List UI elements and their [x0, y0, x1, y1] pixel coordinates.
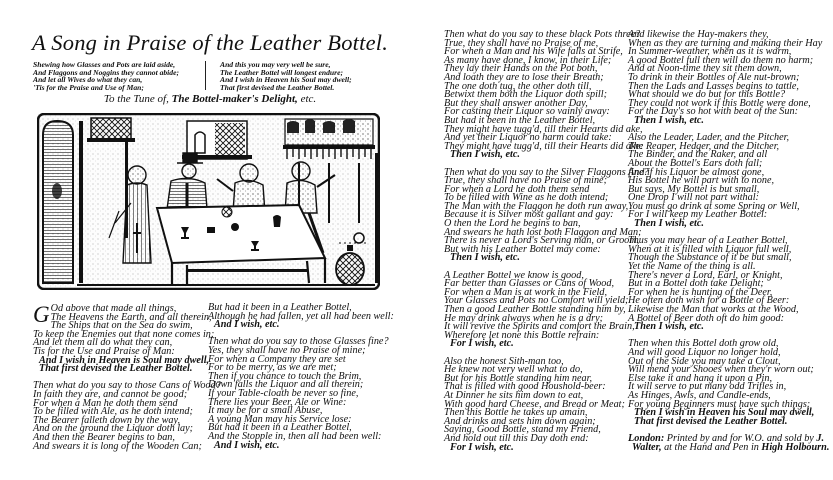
verse-line: Then a good Leather Bottle standing him by, — [444, 304, 626, 315]
preface-line: And Flaggons and Noggins they cannot abide; — [33, 67, 179, 77]
stanza — [444, 355, 649, 453]
verse-line: And let them all do what they can, — [33, 337, 173, 349]
tune-line — [0, 93, 420, 105]
verse-line: For casting their Liquor so vainly away: — [444, 106, 610, 118]
verse-line: For when a Man is at work in the Field, — [444, 286, 607, 298]
verse-line: Then the Lads and Lasses begins to tattle, — [628, 80, 799, 92]
stanza — [444, 31, 649, 160]
verse-line: When at it is filled with Liquor full well, — [628, 243, 792, 255]
verse-line: He often doth wish for a Bottle of Beer: — [628, 295, 790, 307]
verse-line: In faith they are, and cannot be good; — [33, 388, 188, 400]
verse-line: And the Stopple in, then all had been well: — [208, 430, 382, 442]
verse-line: You must go drink at some Spring or Well, — [628, 200, 800, 212]
refrain-line: And I wish, etc. — [214, 319, 280, 331]
tune-prefix: To the Tune of, — [103, 93, 172, 105]
stanza — [444, 269, 649, 350]
verse-line: Else take it and hang it upon a Pin, — [628, 372, 773, 384]
refrain-line: Then I wish, etc. — [634, 321, 704, 333]
verse-line: Then what do you say to these black Pots three? — [444, 29, 641, 40]
verse-line: The Reaper, Hedger, and the Ditcher, — [628, 140, 780, 152]
verse-column-4 — [628, 31, 829, 452]
verse-line: They could not work if this Bottle were done, — [628, 97, 811, 109]
refrain-line: Then I wish, etc. — [634, 218, 704, 230]
verse-line: It may be for a small Abuse, — [208, 405, 323, 417]
stanza — [208, 338, 394, 450]
verse-line: Although he had fallen, yet all had been well: — [208, 310, 394, 322]
verse-line: Thus you may hear of a Leather Bottel, — [628, 235, 788, 247]
preface-left — [33, 61, 179, 91]
colophon-text: at the Hand and Pen in — [661, 441, 762, 453]
verse-line: The one doth tug, the other doth till, — [444, 80, 592, 92]
verse-line: For to be merry, as we are met; — [208, 362, 337, 374]
verse-line: There is never a Lord's Serving man, or Groom, — [444, 235, 640, 247]
verse-line: For when a Man and his Wife falls at Strife, — [444, 46, 623, 58]
verse-line: When as they are turning and making their Hay — [628, 37, 823, 49]
verse-line: But in a Bottel doth take Delight; — [628, 278, 764, 290]
stanza — [628, 340, 829, 426]
verse-line: A Leather Bottel we know is good, — [444, 269, 584, 281]
preface-line: And this you may very well be sure, — [220, 60, 331, 69]
colophon-line-2 — [628, 441, 830, 453]
verse-line: The Binder, and the Raker, and all — [628, 149, 768, 161]
verse-line: As many have done, I know, in their Life; — [444, 54, 612, 66]
verse-line: Tis for the Use and Praise of Man: — [33, 345, 175, 357]
verse-line: They might have tugg'd, till their Hearts did ake: — [444, 140, 644, 152]
verse-line: What should we do but for this Bottle? — [628, 89, 786, 101]
verse-line: And swears he hath lost both Flaggon and Man; — [444, 226, 642, 238]
refrain-line: Then I wish, etc. — [634, 114, 704, 126]
verse-line: The Bearer falleth down by the way, — [33, 414, 181, 426]
verse-line: Though the Substance of it be but small, — [628, 252, 792, 264]
colophon-seller-initial: J. — [816, 432, 825, 444]
verse-line: And yet their Liquor no harm could take: — [444, 132, 612, 144]
verse-column-2 — [208, 304, 394, 459]
stanza — [444, 166, 649, 264]
refrain-line: And I wish, etc. — [214, 439, 280, 451]
verse-line: That is filled with good Houshold-beer: — [444, 381, 606, 393]
preface — [33, 61, 403, 91]
verse-line: For when a Company they are set — [208, 353, 346, 365]
verse-line: He knew not very well what to do, — [444, 364, 583, 376]
colophon — [628, 432, 830, 453]
verse-line: His Bottel he will part with to none, — [628, 175, 775, 187]
verse-line: And if his Liquor be almost gone, — [628, 166, 765, 178]
refrain-line: For I wish, etc. — [450, 338, 514, 350]
verse-line: But for his Bottle standing him near, — [444, 372, 593, 384]
verse-line: A young Man may his Service lose: — [208, 413, 352, 425]
verse-line: It will serve to put many odd Trifles in, — [628, 381, 787, 393]
tavern-scene-woodcut — [37, 113, 380, 290]
verse-line: A good Bottel full then will do them no harm; — [628, 54, 814, 66]
verse-line: And loath they are to lose their Breath; — [444, 71, 604, 83]
stanza — [33, 302, 221, 375]
page-title: A Song in Praise of the Leather Bottel. — [31, 30, 389, 55]
verse-line: O then the Lord he begins to ban, — [444, 218, 581, 230]
verse-line: With good hard Cheese, and Bread or Meat; — [444, 398, 625, 410]
verse-line: About the Bottel's Ears doth fall; — [628, 157, 763, 169]
verse-line: At Dinner he sits him down to eat, — [444, 389, 584, 401]
verse-line: The Man with the Flaggon he doth run away, — [444, 200, 629, 212]
refrain-line: That first devised the Leather Bottel. — [39, 363, 193, 375]
preface-line: The Leather Bottel will longest endure; — [220, 67, 343, 77]
verse-line: But they shall answer another Day, — [444, 97, 588, 109]
verse-line: Then when this Bottel doth grow old, — [628, 338, 779, 350]
preface-divider — [205, 61, 206, 90]
stanza — [628, 134, 829, 229]
verse-line: Wherefore let none this Bottle refrain: — [444, 329, 600, 341]
stanza — [628, 31, 829, 126]
colophon-text: Printed by and for W.O. and sold by — [664, 432, 817, 444]
verse-line: Yet the Name of the thing is all. — [628, 261, 756, 273]
verse-line: Od above that made all things, — [50, 303, 177, 314]
verse-line: The Ships that on the Sea do swim, — [50, 320, 193, 332]
door — [43, 121, 73, 283]
verse-line: Then what do you say to those Glasses fine? — [208, 336, 389, 348]
verse-line: Betwixt them both the Liquor doth spill; — [444, 89, 607, 101]
preface-line: That first devised the Leather Bottel. — [220, 82, 335, 92]
verse-line: Likewise the Man that works at the Wood, — [628, 304, 799, 315]
verse-column-3 — [444, 31, 649, 461]
refrain-line: Then I wish, etc. — [450, 149, 520, 161]
verse-line: But with his Leather Bottel may come: — [444, 243, 601, 255]
verse-line: They might have tugg'd, till their Hearts did ake, — [444, 123, 643, 135]
tune-suffix: etc. — [297, 93, 317, 105]
verse-line: Then this Bottle he takes up amain, — [444, 407, 588, 419]
verse-line: A Bottel of Beer doth oft do him good: — [628, 312, 785, 324]
verse-line: And swears it is long of the Wooden Can; — [33, 440, 202, 452]
verse-line: If your Table-cloath be never so fine, — [208, 387, 359, 399]
verse-line: There's never a Lord, Earl, or Knight, — [628, 269, 783, 281]
verse-line: Then what do you say to the Silver Flaggons fine? — [444, 166, 649, 178]
verse-line: But had it been in a Leather Bottel, — [208, 302, 352, 313]
verse-line: As Hinges, Awls, and Candle-ends, — [628, 389, 771, 401]
verse-line: For when a Lord he doth them send — [444, 183, 590, 195]
verse-line: For when a Man he doth them send — [33, 397, 178, 409]
verse-line: Saying, Good Bottle, stand my Friend, — [444, 424, 601, 436]
verse-line: But had it been in the Leather Bottel, — [444, 114, 596, 126]
preface-line: And let all Wives do what they can, — [33, 75, 143, 85]
verse-line: Because it is Silver most gallant and gay: — [444, 209, 614, 221]
refrain-line: Then I wish in Heaven his Soul may dwell, — [634, 407, 815, 419]
verse-line: Will mend your Shooes when they'r worn out; — [628, 364, 814, 376]
stanza — [208, 304, 394, 330]
verse-line: They lay their Hands on the Pot both, — [444, 63, 598, 75]
table — [157, 205, 325, 263]
verse-line: But says, My Bottel is but small, — [628, 183, 760, 195]
refrain-line: And I wish in Heaven is Soul may dwell, — [39, 354, 210, 366]
tune-name: The Bottel-maker's Delight, — [171, 93, 298, 105]
verse-line: Out of the Side you may take a Clout, — [628, 355, 781, 367]
verse-line: To drink in their Bottles of Ale nut-brown; — [628, 71, 800, 83]
colophon-city: London: — [628, 432, 665, 444]
verse-line: Then if you chance to touch the Brim, — [208, 370, 362, 382]
verse-line: For young Beginners must have such things: — [628, 398, 811, 410]
verse-column-1 — [33, 302, 221, 460]
preface-right — [220, 61, 352, 91]
preface-line: And I wish in Heaven his Soul may dwell; — [220, 75, 352, 85]
preface-line: Shewing how Glasses and Pots are laid aside, — [33, 60, 176, 69]
refrain-line: For I wish, etc. — [450, 441, 514, 453]
drop-cap: G — [33, 302, 50, 327]
verse-line: The Heavens the Earth, and all therein, — [50, 311, 212, 323]
verse-line: Also the honest Sith-man too, — [444, 355, 564, 367]
stanza — [628, 237, 829, 332]
verse-line: True, they shall have no Praise of mine; — [444, 175, 607, 187]
verse-line: Then what do you say to those Cans of Wood? — [33, 380, 221, 392]
verse-line: He may drink always when he is a dry; — [444, 312, 604, 324]
verse-line: But had it been in a Leather Bottel, — [208, 422, 352, 434]
verse-line: Also the Leader, Lader, and the Pitcher, — [628, 132, 790, 144]
refrain-line: Then I wish, etc. — [450, 252, 520, 264]
verse-line: And drinks and sets him down again; — [444, 415, 596, 427]
verse-line: It will revive the Spirits and comfort the Brain, — [444, 321, 635, 333]
verse-line: To keep the Enemies out that none comes in; — [33, 328, 215, 340]
verse-line: And at Noon-time they sit them down, — [628, 63, 782, 75]
stanza — [33, 382, 221, 451]
colophon-street: High Holbourn. — [761, 441, 830, 453]
verse-line: And hold out till this Day doth end: — [444, 432, 589, 444]
verse-line: And likewise the Hay-makers they, — [628, 29, 769, 40]
preface-line: 'Tis for the Praise and Use of Man; — [33, 82, 144, 92]
verse-line: Down falls the Liquor and all therein; — [208, 379, 364, 391]
verse-line: For the Day's so hot with beat of the Sun: — [628, 106, 798, 118]
verse-line: One Drop I will not part withal: — [628, 192, 759, 204]
verse-line: Yes, they shall have no Praise of mine; — [208, 344, 366, 356]
verse-line: And on the ground the Liquor doth lay; — [33, 423, 194, 435]
verse-line: And will good Liquor no longer hold, — [628, 346, 781, 358]
verse-line: To be filled with Ale, as he doth intend; — [33, 406, 193, 418]
verse-line: True, they shall have no Praise of me, — [444, 37, 599, 49]
verse-line: Your Glasses and Pots no Comfort will yield; — [444, 295, 629, 307]
verse-line: There lies your Beer, Ale or Wine: — [208, 396, 347, 408]
verse-line: For when he is hunting of the Deer, — [628, 286, 773, 298]
verse-line: Far better than Glasses or Cans of Wood, — [444, 278, 614, 290]
verse-line: To be filled with Wine as he doth intend; — [444, 192, 609, 204]
refrain-line: That first devised the Leather Bottel. — [634, 415, 788, 427]
verse-line: For I will keep my Leather Bottel: — [628, 209, 768, 221]
colophon-seller: Walter, — [632, 441, 662, 453]
verse-line: And then the Bearer begins to ban, — [33, 431, 175, 443]
verse-line: In Summer-weather, when as it is warm, — [628, 46, 792, 58]
